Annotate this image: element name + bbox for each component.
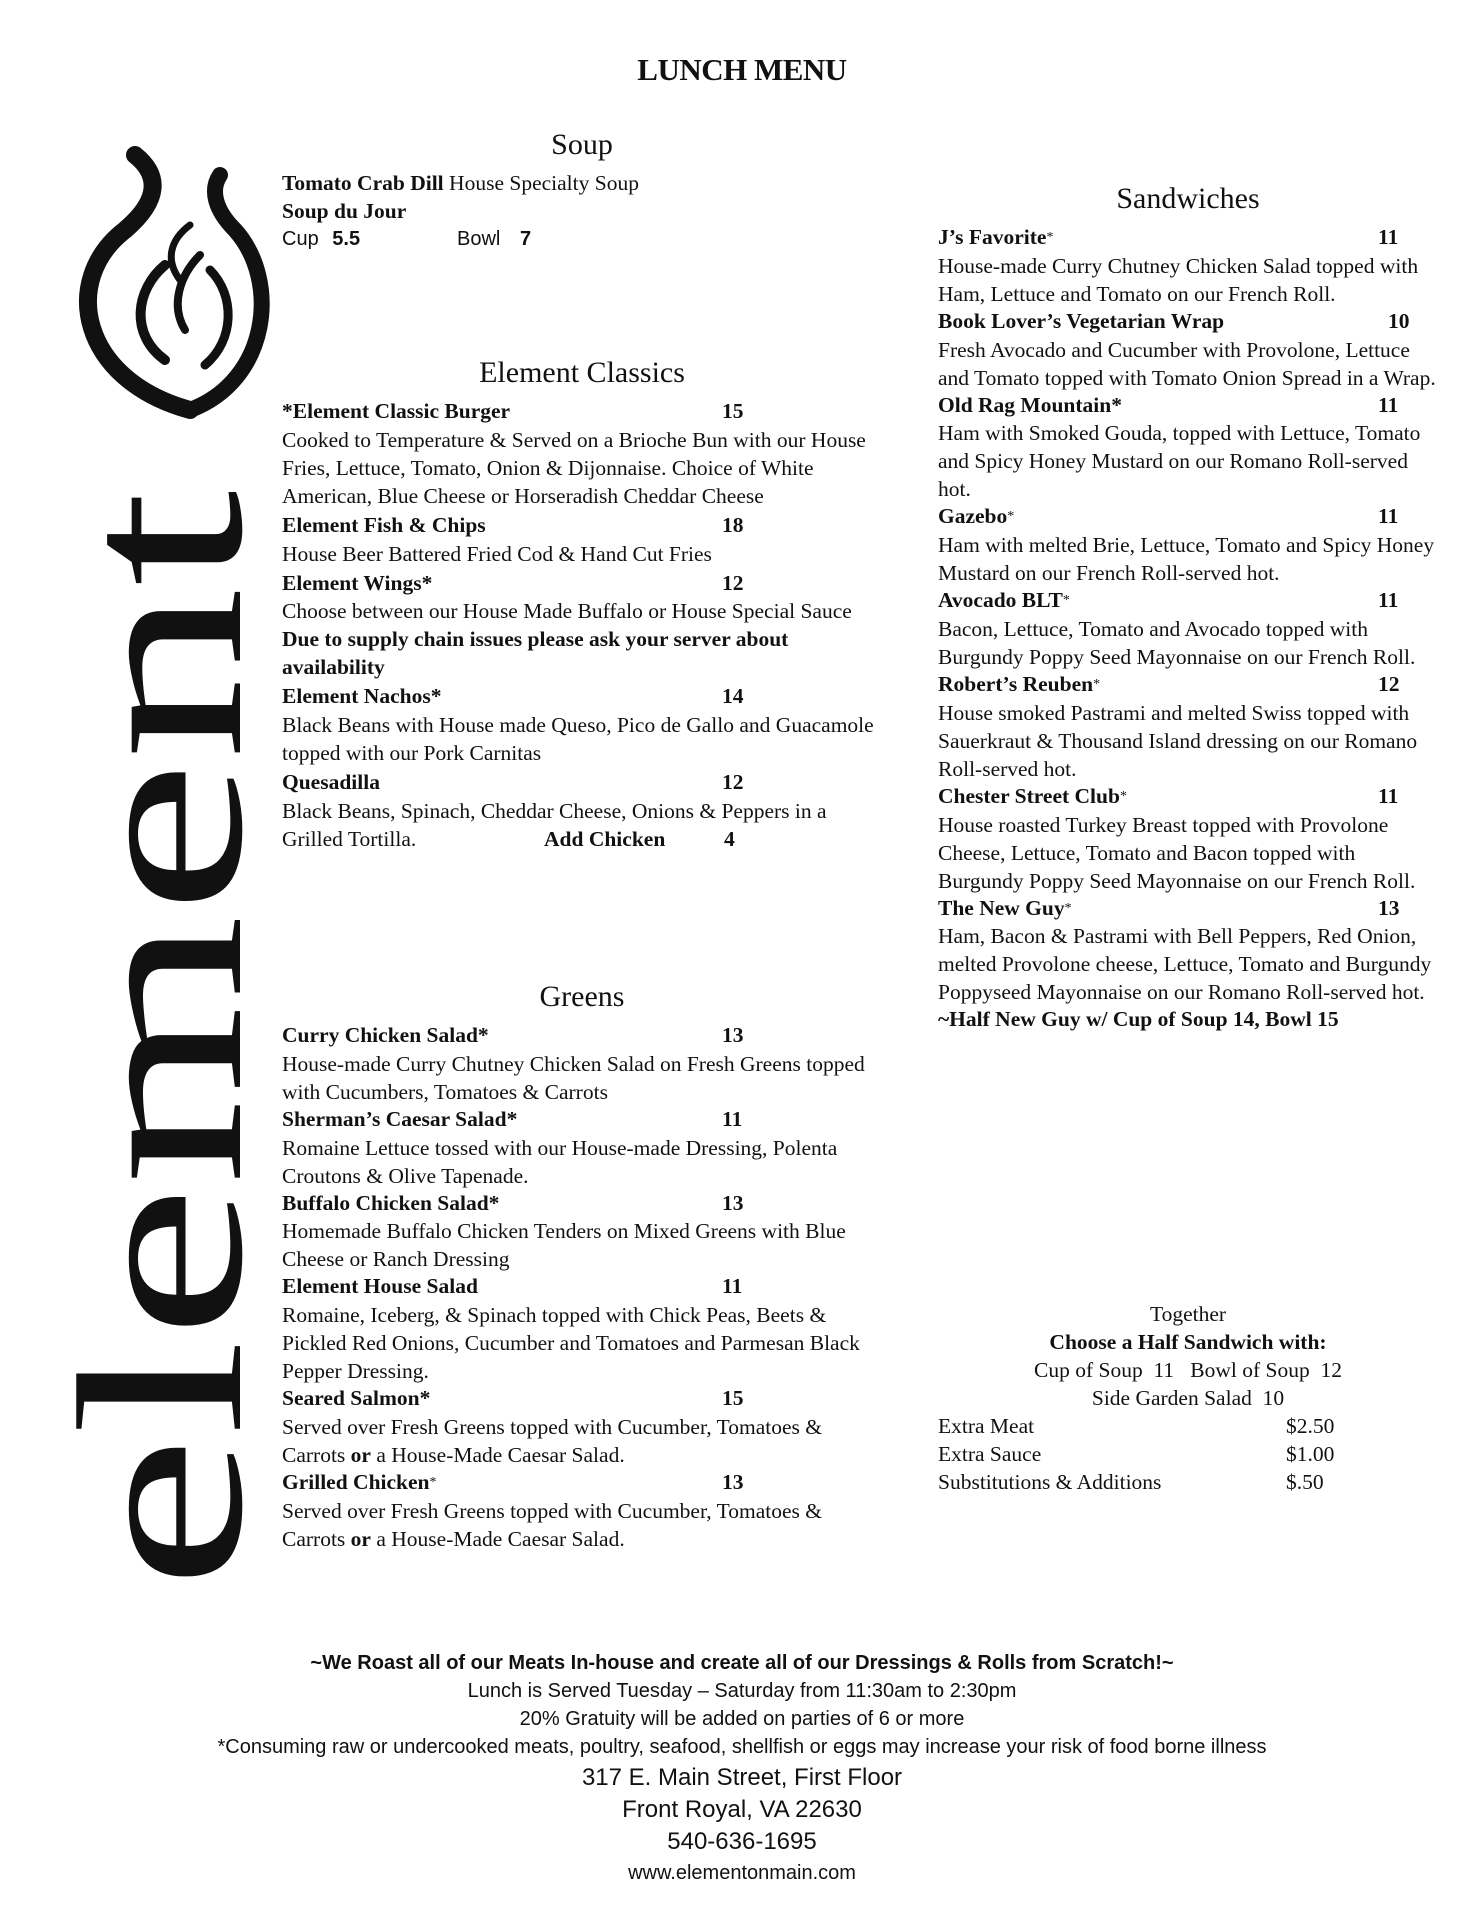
menu-item bbox=[938, 671, 1438, 783]
menu-item-name: Element Fish & Chips bbox=[282, 512, 486, 537]
soup-heading: Soup bbox=[551, 128, 613, 161]
menu-item-name: Element Wings* bbox=[282, 570, 433, 595]
footer-address-line2: Front Royal, VA 22630 bbox=[622, 1796, 862, 1823]
together-salad-price: 10 bbox=[1262, 1386, 1285, 1410]
menu-item bbox=[282, 570, 882, 682]
menu-item-price: 11 bbox=[722, 1274, 743, 1299]
menu-item-name: The New Guy bbox=[938, 895, 1065, 920]
together-salad-option bbox=[938, 1384, 1438, 1412]
menu-item-desc: Homemade Buffalo Chicken Tenders on Mixed Greens with Blue Cheese or Ranch Dressing bbox=[282, 1219, 846, 1272]
bowl-label: Bowl bbox=[457, 228, 501, 250]
menu-item-desc-text: Black Beans, Spinach, Cheddar Cheese, Onions & Peppers in a Grilled Tortilla. bbox=[282, 798, 827, 851]
menu-item-desc: Cooked to Temperature & Served on a Brioche Bun with our House Fries, Lettuce, Tomato, Onion & Dijonnaise. Choice of White American, Blue Cheese or Horseradish Cheddar Cheese bbox=[282, 427, 866, 508]
add-chicken-price: 4 bbox=[724, 826, 735, 851]
menu-item-price: 11 bbox=[1378, 588, 1399, 613]
menu-item bbox=[938, 503, 1438, 587]
menu-item bbox=[938, 392, 1438, 504]
soup-item-name: Tomato Crab Dill bbox=[282, 171, 444, 195]
menu-item bbox=[938, 224, 1438, 308]
menu-item-name: Curry Chicken Salad* bbox=[282, 1023, 489, 1047]
menu-item-name: Old Rag Mountain* bbox=[938, 392, 1122, 417]
desc-part: Served over Fresh Greens topped with Cucumber, Tomatoes & Carrots bbox=[282, 1498, 822, 1551]
sandwiches-heading: Sandwiches bbox=[1116, 182, 1260, 215]
desc-part: a House-Made Caesar Salad. bbox=[370, 1526, 625, 1551]
menu-item bbox=[282, 769, 882, 853]
menu-item-desc: House-made Curry Chutney Chicken Salad on Fresh Greens topped with Cucumbers, Tomatoes & Carrots bbox=[282, 1051, 865, 1104]
soup-sizes bbox=[282, 226, 582, 254]
menu-item bbox=[938, 587, 1438, 671]
menu-item-star: * bbox=[1007, 509, 1015, 525]
extra-price: $2.50 bbox=[1286, 1414, 1335, 1438]
soup-du-jour: Soup du Jour bbox=[282, 199, 407, 223]
greens-list bbox=[282, 1022, 882, 1553]
desc-part: Served over Fresh Greens topped with Cucumber, Tomatoes & Carrots bbox=[282, 1414, 822, 1467]
menu-item-desc: Ham with melted Brie, Lettuce, Tomato and Spicy Honey Mustard on our French Roll-served hot. bbox=[938, 533, 1435, 586]
menu-item-desc-text: Choose between our House Made Buffalo or House Special Sauce bbox=[282, 599, 852, 624]
menu-item-price: 11 bbox=[1378, 783, 1399, 808]
menu-item bbox=[282, 683, 882, 767]
menu-item-desc: House smoked Pastrami and melted Swiss topped with Sauerkraut & Thousand Island dressing on our Romano Roll-served hot. bbox=[938, 700, 1418, 781]
menu-item-desc: Black Beans with House made Queso, Pico de Gallo and Guacamole topped with our Pork Carnitas bbox=[282, 713, 874, 766]
extra-label: Substitutions & Additions bbox=[938, 1470, 1162, 1494]
together-soup-options bbox=[938, 1356, 1438, 1384]
menu-item-price: 12 bbox=[1378, 671, 1400, 696]
soup-item-tomato-crab-dill bbox=[282, 170, 639, 198]
half-new-guy-note: ~Half New Guy w/ Cup of Soup 14, Bowl 15 bbox=[938, 1007, 1339, 1032]
menu-item-price: 12 bbox=[722, 570, 744, 595]
extras-list bbox=[938, 1412, 1358, 1496]
menu-item-price: 18 bbox=[722, 512, 744, 537]
footer-headline: ~We Roast all of our Meats In-house and create all of our Dressings & Rolls from Scratch!~ bbox=[310, 1652, 1174, 1674]
menu-item-desc: Fresh Avocado and Cucumber with Provolone, Lettuce and Tomato topped with Tomato Onion Spread in a Wrap. bbox=[938, 337, 1436, 390]
menu-item-price: 11 bbox=[1378, 504, 1399, 529]
menu-item-price: 10 bbox=[1388, 308, 1410, 333]
menu-item-name: Chester Street Club bbox=[938, 783, 1120, 808]
menu-item-desc: Romaine Lettuce tossed with our House-made Dressing, Polenta Croutons & Olive Tapenade. bbox=[282, 1135, 838, 1188]
menu-item-desc: Bacon, Lettuce, Tomato and Avocado topped with Burgundy Poppy Seed Mayonnaise on our French Roll. bbox=[938, 616, 1416, 669]
menu-item-star: * bbox=[1064, 900, 1072, 916]
extra-price: $.50 bbox=[1286, 1470, 1324, 1494]
greens-heading: Greens bbox=[539, 980, 625, 1013]
together-salad-label: Side Garden Salad bbox=[1091, 1386, 1252, 1410]
menu-item-star: * bbox=[1046, 230, 1054, 245]
menu-item-desc: Romaine, Iceberg, & Spinach topped with Chick Peas, Beets & Pickled Red Onions, Cucumber and Tomatoes and Parmesan Black Pepper Dressing. bbox=[282, 1303, 860, 1384]
menu-item-price: 12 bbox=[722, 770, 744, 795]
menu-item bbox=[282, 398, 882, 510]
menu-item-desc: House roasted Turkey Breast topped with Provolone Cheese, Lettuce, Tomato and Bacon topped with Burgundy Poppy Seed Mayonnaise on our French Roll. bbox=[938, 812, 1416, 893]
menu-item-name: J’s Favorite bbox=[938, 225, 1047, 249]
together-cup-label: Cup of Soup bbox=[1033, 1358, 1143, 1382]
menu-item-price: 14 bbox=[722, 684, 744, 709]
extra-row bbox=[938, 1440, 1358, 1468]
menu-item-name: Quesadilla bbox=[282, 770, 380, 795]
together-cup-price: 11 bbox=[1153, 1358, 1175, 1382]
menu-item-name: Avocado BLT bbox=[938, 588, 1063, 613]
classics-heading: Element Classics bbox=[479, 356, 685, 389]
menu-item bbox=[282, 1190, 882, 1274]
menu-item-star: * bbox=[429, 1474, 437, 1490]
footer-hours: Lunch is Served Tuesday – Saturday from 11:30am to 2:30pm bbox=[467, 1680, 1017, 1702]
menu-item-price: 13 bbox=[722, 1190, 744, 1215]
logo-wordmark: element bbox=[31, 843, 292, 1590]
together-subheading: Choose a Half Sandwich with: bbox=[1049, 1330, 1327, 1354]
menu-item-desc bbox=[282, 1497, 882, 1553]
menu-item-price: 11 bbox=[1378, 392, 1399, 417]
classics-list bbox=[282, 398, 882, 853]
menu-item-desc: House-made Curry Chutney Chicken Salad topped with Ham, Lettuce and Tomato on our French Roll. bbox=[938, 253, 1419, 306]
menu-item-price: 15 bbox=[722, 1386, 744, 1411]
menu-item-price: 13 bbox=[722, 1023, 744, 1047]
menu-item-desc bbox=[282, 597, 882, 681]
menu-item-price: 15 bbox=[722, 399, 744, 423]
menu-item-desc: House Beer Battered Fried Cod & Hand Cut Fries bbox=[282, 541, 712, 566]
soup-item-desc: House Specialty Soup bbox=[443, 171, 639, 195]
together-block bbox=[938, 1300, 1438, 1412]
footer-website[interactable]: www.elementonmain.com bbox=[628, 1862, 856, 1884]
menu-item-name: Seared Salmon* bbox=[282, 1386, 431, 1411]
together-bowl-price: 12 bbox=[1320, 1358, 1342, 1382]
menu-item-desc: Ham with Smoked Gouda, topped with Lettuce, Tomato and Spicy Honey Mustard on our Romano Roll-served hot. bbox=[938, 421, 1421, 502]
extra-row bbox=[938, 1412, 1358, 1440]
sandwiches-list bbox=[938, 224, 1438, 1034]
together-bowl-label: Bowl of Soup bbox=[1190, 1358, 1310, 1382]
menu-item-price: 13 bbox=[1378, 895, 1400, 920]
menu-item-name: Book Lover’s Vegetarian Wrap bbox=[938, 308, 1225, 333]
desc-part: a House-Made Caesar Salad. bbox=[370, 1442, 625, 1467]
menu-item-name-wrap bbox=[282, 1469, 882, 1497]
flame-icon bbox=[88, 155, 262, 410]
menu-item-price: 11 bbox=[1378, 225, 1399, 249]
footer-address-line1: 317 E. Main Street, First Floor bbox=[581, 1764, 903, 1791]
menu-item bbox=[282, 1273, 882, 1385]
desc-or: or bbox=[350, 1526, 371, 1551]
menu-item-name: Element Nachos* bbox=[282, 684, 442, 709]
menu-item bbox=[282, 1469, 882, 1553]
menu-item-star: * bbox=[1093, 676, 1101, 692]
cup-price: 5.5 bbox=[332, 228, 361, 250]
menu-item bbox=[938, 308, 1438, 392]
footer-warning: *Consuming raw or undercooked meats, poultry, seafood, shellfish or eggs may increase your risk of food borne illness bbox=[217, 1736, 1267, 1758]
footer-phone: 540-636-1695 bbox=[667, 1828, 817, 1855]
menu-item-name: Gazebo bbox=[938, 504, 1008, 529]
element-logo bbox=[31, 80, 292, 1600]
extra-label: Extra Meat bbox=[938, 1414, 1035, 1438]
extra-row bbox=[938, 1468, 1358, 1496]
menu-item-name: Element House Salad bbox=[282, 1274, 478, 1299]
menu-item-desc bbox=[282, 1413, 882, 1469]
menu-item bbox=[938, 783, 1438, 895]
menu-item-name: Buffalo Chicken Salad* bbox=[282, 1190, 500, 1215]
together-heading: Together bbox=[1149, 1302, 1227, 1326]
add-chicken-label: Add Chicken bbox=[544, 826, 666, 851]
menu-item-name: Robert’s Reuben bbox=[938, 671, 1094, 696]
menu-item-price: 13 bbox=[722, 1469, 744, 1494]
menu-item bbox=[282, 1106, 882, 1190]
menu-item bbox=[282, 512, 882, 568]
menu-item bbox=[938, 895, 1438, 1007]
menu-item-name: *Element Classic Burger bbox=[282, 399, 511, 423]
desc-or: or bbox=[350, 1442, 371, 1467]
supply-chain-note: Due to supply chain issues please ask your server about availability bbox=[282, 627, 789, 680]
menu-item-name: Sherman’s Caesar Salad* bbox=[282, 1106, 518, 1131]
menu-item-name: Grilled Chicken bbox=[282, 1469, 430, 1494]
extra-label: Extra Sauce bbox=[938, 1442, 1042, 1466]
menu-item-star: * bbox=[1062, 593, 1070, 609]
footer-gratuity: 20% Gratuity will be added on parties of 6 or more bbox=[519, 1708, 965, 1730]
menu-item-price: 11 bbox=[722, 1106, 743, 1131]
cup-label: Cup bbox=[282, 228, 319, 250]
menu-item-desc bbox=[282, 797, 882, 853]
extra-price: $1.00 bbox=[1286, 1442, 1335, 1466]
bowl-price: 7 bbox=[520, 228, 532, 250]
menu-item bbox=[282, 1385, 882, 1469]
page-title: LUNCH MENU bbox=[637, 52, 847, 87]
menu-item bbox=[282, 1022, 882, 1106]
menu-item-desc: Ham, Bacon & Pastrami with Bell Peppers, Red Onion, melted Provolone cheese, Lettuce, Tomato and Burgundy Poppyseed Mayonnaise on our Romano Roll-served hot. bbox=[938, 924, 1432, 1005]
menu-item-star: * bbox=[1119, 788, 1127, 804]
